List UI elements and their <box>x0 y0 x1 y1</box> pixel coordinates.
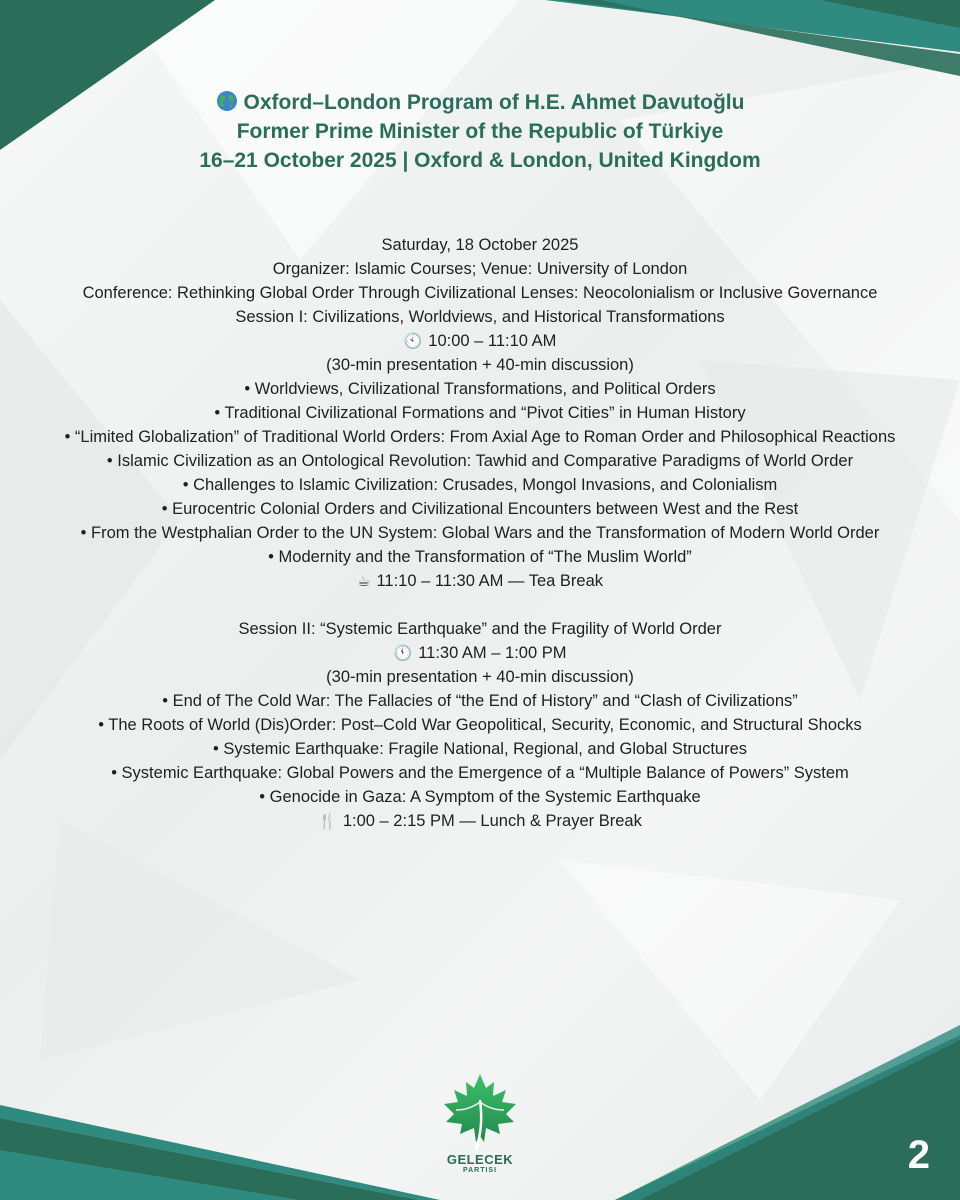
session2-time: 🕚 11:30 AM – 1:00 PM <box>393 644 567 662</box>
session1-item: • Challenges to Islamic Civilization: Crusades, Mongol Invasions, and Colonialism <box>182 476 778 494</box>
party-logo <box>436 1072 524 1174</box>
header <box>0 88 960 175</box>
logo-subtitle: PARTISI <box>462 1167 498 1174</box>
organizer-venue: Organizer: Islamic Courses; Venue: University of London <box>272 260 688 278</box>
session2-item: • The Roots of World (Dis)Order: Post–Cold War Geopolitical, Security, Economic, and Structural Shocks <box>98 716 862 734</box>
clock-icon: 🕚 <box>393 644 413 662</box>
header-subtitle: Former Prime Minister of the Republic of Türkiye <box>236 120 724 143</box>
clock-icon: 🕙 <box>403 332 423 350</box>
lunch-break: 🍴 1:00 – 2:15 PM — Lunch & Prayer Break <box>318 812 642 830</box>
session1-title: Session I: Civilizations, Worldviews, and Historical Transformations <box>235 308 725 326</box>
header-title: Oxford–London Program of H.E. Ahmet Davutoğlu <box>0 88 960 117</box>
session1-item: • Modernity and the Transformation of “The Muslim World” <box>268 548 692 566</box>
globe-icon <box>216 90 238 112</box>
session2-item: • End of The Cold War: The Fallacies of “the End of History” and “Clash of Civilizations” <box>162 692 798 710</box>
header-dates: 16–21 October 2025 | Oxford & London, United Kingdom <box>199 149 761 172</box>
session1-item: • Islamic Civilization as an Ontological Revolution: Tawhid and Comparative Paradigms of World Order <box>106 452 854 470</box>
session1-time: 🕙 10:00 – 11:10 AM <box>403 332 557 350</box>
page-number: 2 <box>907 1133 930 1177</box>
program-body <box>40 233 920 833</box>
maple-leaf-icon <box>436 1072 524 1156</box>
tea-break: ☕ 11:10 – 11:30 AM — Tea Break <box>356 572 603 590</box>
session1-item: • From the Westphalian Order to the UN System: Global Wars and the Transformation of Modern World Order <box>80 524 880 542</box>
session1-format: (30-min presentation + 40-min discussion) <box>326 356 634 374</box>
session2-format: (30-min presentation + 40-min discussion) <box>326 668 634 686</box>
session2-item: • Genocide in Gaza: A Symptom of the Systemic Earthquake <box>259 788 701 806</box>
spacer <box>40 593 920 617</box>
session2-item: • Systemic Earthquake: Fragile National, Regional, and Global Structures <box>212 740 748 758</box>
session2-title: Session II: “Systemic Earthquake” and the Fragility of World Order <box>238 620 722 638</box>
session1-item: • Worldviews, Civilizational Transformations, and Political Orders <box>244 380 716 398</box>
session1-item: • Traditional Civilizational Formations and “Pivot Cities” in Human History <box>214 404 746 422</box>
fork-knife-icon: 🍴 <box>318 812 337 830</box>
day-date: Saturday, 18 October 2025 <box>381 236 579 254</box>
tea-cup-icon: ☕ <box>356 572 371 590</box>
session2-item: • Systemic Earthquake: Global Powers and the Emergence of a “Multiple Balance of Powers” System <box>111 764 849 782</box>
conference-title: Conference: Rethinking Global Order Through Civilizational Lenses: Neocolonialism or Inclusive Governance <box>82 284 878 302</box>
session1-item: • “Limited Globalization” of Traditional World Orders: From Axial Age to Roman Order and Philosophical Reactions <box>64 428 896 446</box>
logo-name: GELECEK <box>446 1152 514 1167</box>
session1-item: • Eurocentric Colonial Orders and Civilizational Encounters between West and the Rest <box>161 500 799 518</box>
